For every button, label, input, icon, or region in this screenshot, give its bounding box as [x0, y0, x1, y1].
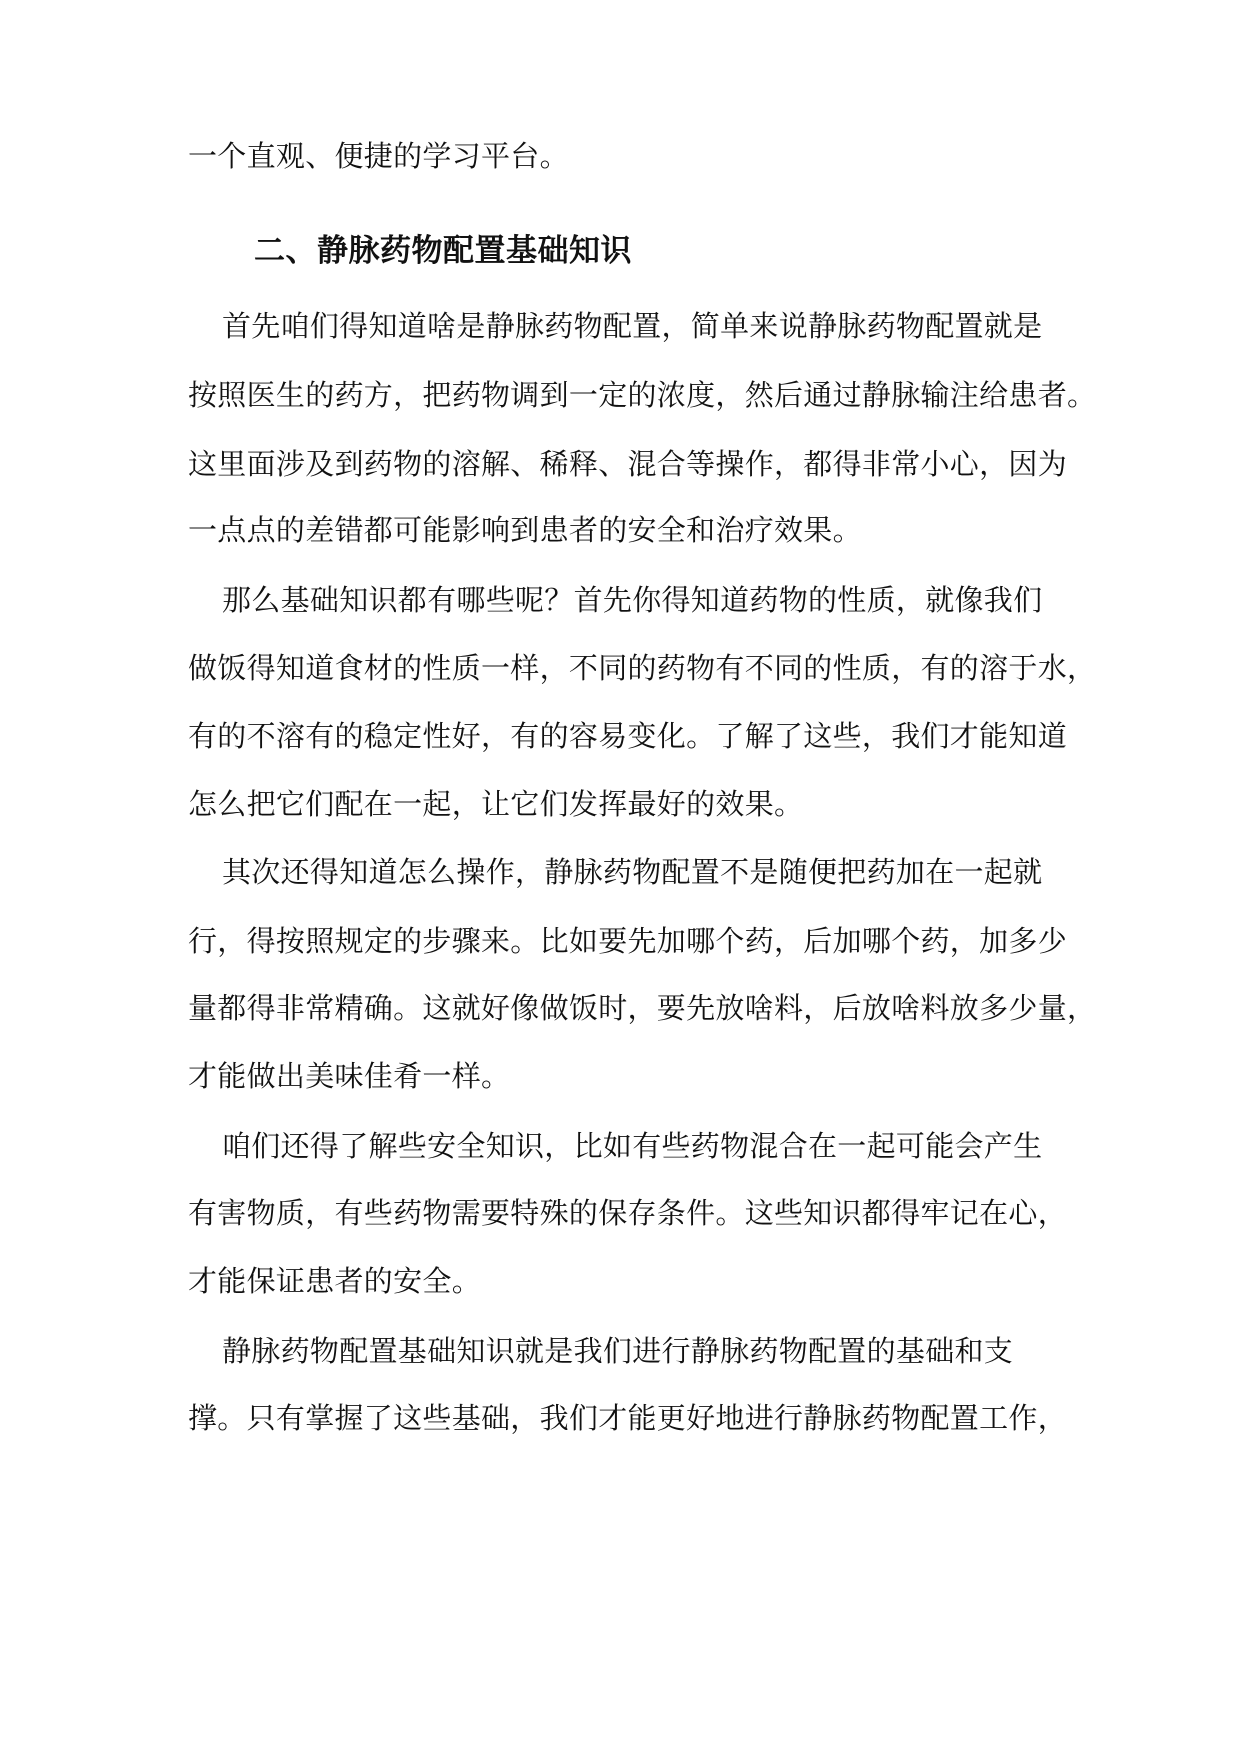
text-line-8: 有的不溶有的稳定性好，有的容易变化。了解了这些，我们才能知道: [188, 719, 1068, 753]
text-line-7: 做饭得知道食材的性质一样，不同的药物有不同的性质，有的溶于水，: [188, 651, 1097, 685]
text-line-5: 一点点的差错都可能影响到患者的安全和治疗效果。: [188, 513, 862, 547]
text-line-3: 按照医生的药方，把药物调到一定的浓度，然后通过静脉输注给患者。: [188, 378, 1097, 412]
text-line-15: 有害物质，有些药物需要特殊的保存条件。这些知识都得牢记在心，: [188, 1196, 1068, 1230]
text-line-13: 才能做出美味佳肴一样。: [188, 1059, 511, 1093]
text-line-17: 静脉药物配置基础知识就是我们进行静脉药物配置的基础和支: [222, 1334, 1014, 1368]
text-line-12: 量都得非常精确。这就好像做饭时，要先放啥料，后放啥料放多少量，: [188, 991, 1097, 1025]
text-line-16: 才能保证患者的安全。: [188, 1264, 482, 1298]
text-line-14: 咱们还得了解些安全知识，比如有些药物混合在一起可能会产生: [222, 1129, 1043, 1163]
text-line-9: 怎么把它们配在一起，让它们发挥最好的效果。: [188, 787, 804, 821]
text-line-4: 这里面涉及到药物的溶解、稀释、混合等操作，都得非常小心，因为: [188, 447, 1068, 481]
text-line-18: 撑。只有掌握了这些基础，我们才能更好地进行静脉药物配置工作，: [188, 1401, 1068, 1435]
text-line-2: 首先咱们得知道啥是静脉药物配置，简单来说静脉药物配置就是: [222, 309, 1043, 343]
text-line-11: 行，得按照规定的步骤来。比如要先加哪个药，后加哪个药，加多少: [188, 924, 1068, 958]
text-line-6: 那么基础知识都有哪些呢？首先你得知道药物的性质，就像我们: [222, 583, 1043, 617]
text-line-10: 其次还得知道怎么操作，静脉药物配置不是随便把药加在一起就: [222, 855, 1043, 889]
text-line-1: 一个直观、便捷的学习平台。: [188, 139, 569, 173]
section-heading: 二、静脉药物配置基础知识: [254, 233, 632, 269]
